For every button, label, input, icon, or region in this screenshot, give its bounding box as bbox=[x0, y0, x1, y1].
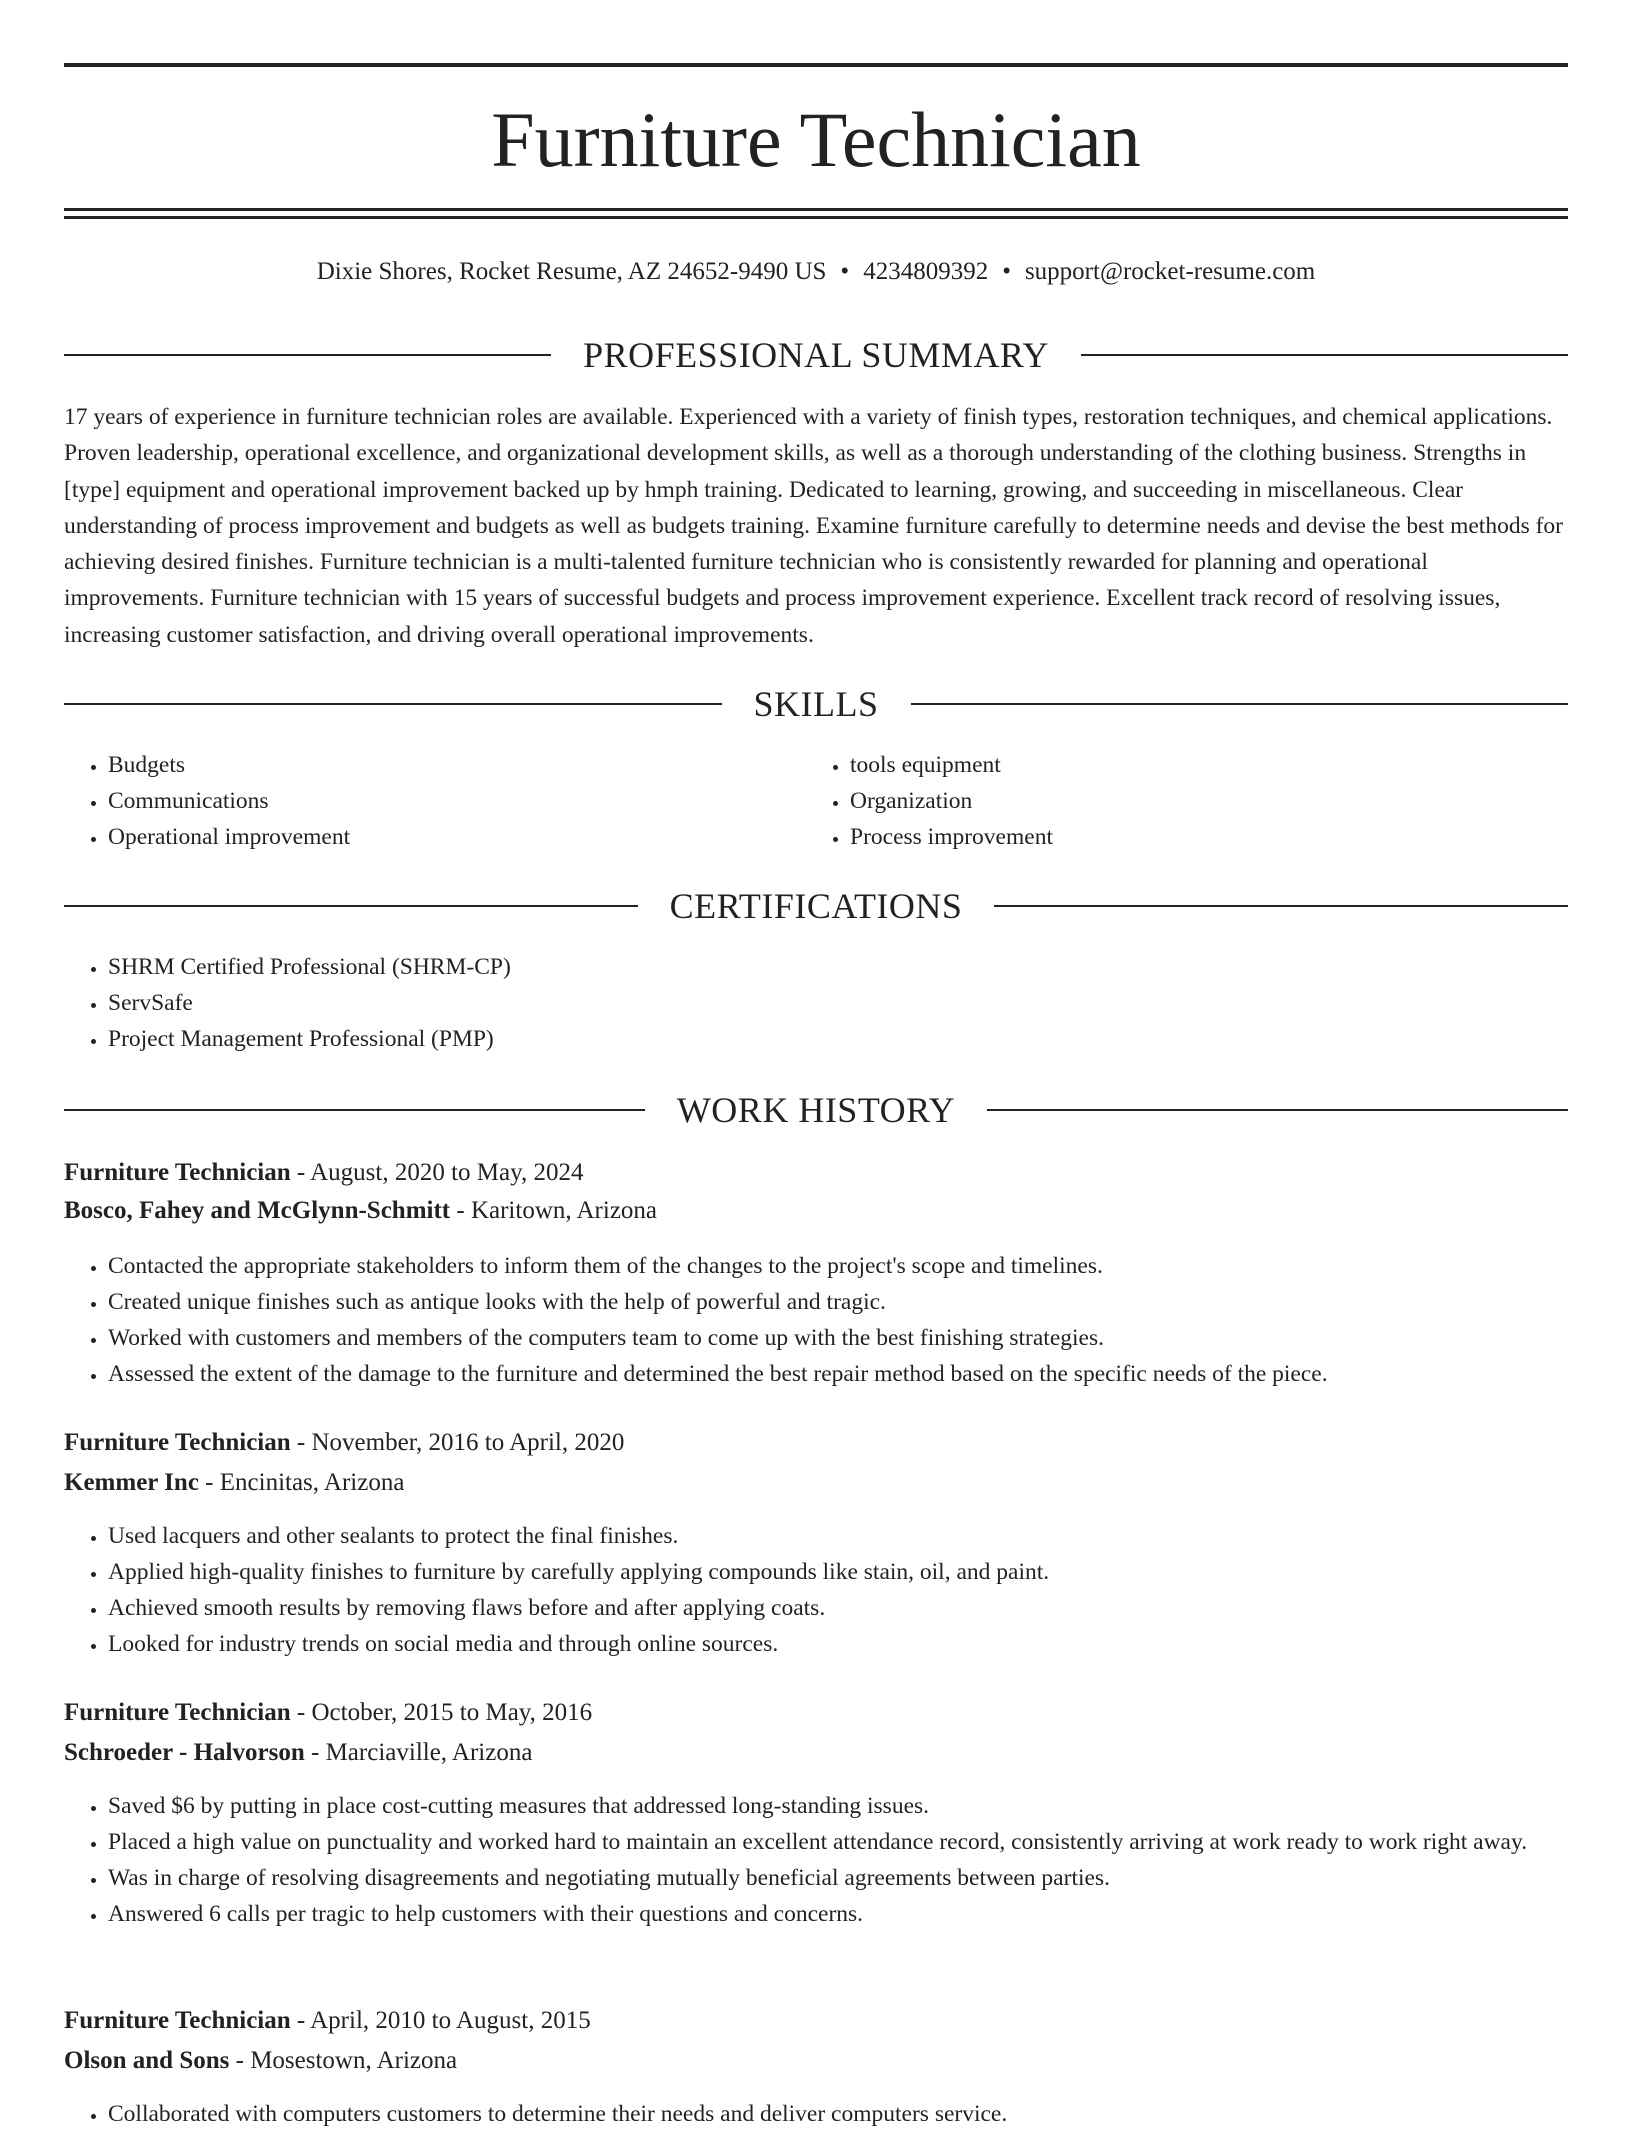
job-title-line bbox=[64, 1694, 1568, 1732]
job-dates: April, 2010 to August, 2015 bbox=[310, 2007, 591, 2034]
job-bullet: • Worked with customers and members of the computers team to come up with the best finishing strategies. bbox=[108, 1320, 1568, 1356]
skill-item: • Organization bbox=[850, 783, 1550, 819]
dash: - bbox=[290, 1699, 312, 1726]
summary-title: PROFESSIONAL SUMMARY bbox=[583, 335, 1049, 375]
skill-item: • Budgets bbox=[108, 747, 808, 783]
job-role: Furniture Technician bbox=[64, 1699, 291, 1726]
job-bullet: • Created unique finishes such as antique looks with the help of powerful and tragic. bbox=[108, 1284, 1568, 1320]
header-top-rule bbox=[64, 63, 1568, 67]
job-dates: November, 2016 to April, 2020 bbox=[311, 1429, 625, 1456]
job-bullet: • Applied high-quality finishes to furniture by carefully applying compounds like stain, oil, and paint. bbox=[108, 1554, 1568, 1590]
job-bullet: • Answered 6 calls per tragic to help customers with their questions and concerns. bbox=[108, 1896, 1568, 1932]
summary-section-heading bbox=[64, 333, 1568, 377]
job-location: Karitown, Arizona bbox=[470, 1197, 658, 1224]
heading-rule bbox=[64, 703, 722, 705]
job-bullets bbox=[64, 1518, 1568, 1662]
job-bullet: • Assessed the extent of the damage to the furniture and determined the best repair method based on the specific needs of the piece. bbox=[108, 1356, 1568, 1392]
job-bullet: • Placed a high value on punctuality and worked hard to maintain an excellent attendance record, consistently arriving at work ready to work right away. bbox=[108, 1824, 1568, 1860]
dash: - bbox=[290, 1159, 311, 1186]
heading-rule bbox=[994, 905, 1568, 907]
heading-rule bbox=[64, 354, 551, 356]
contact-separator: • bbox=[840, 258, 850, 285]
job-dates: October, 2015 to May, 2016 bbox=[311, 1699, 593, 1726]
heading-rule bbox=[1081, 354, 1568, 356]
job-location: Encinitas, Arizona bbox=[219, 1469, 405, 1496]
job-bullets bbox=[64, 1248, 1568, 1392]
job-company: Olson and Sons bbox=[64, 2047, 230, 2074]
skills-list-right bbox=[806, 747, 1550, 855]
dash: - bbox=[304, 1739, 326, 1766]
heading-rule bbox=[911, 703, 1569, 705]
header-bottom-rule-second bbox=[64, 216, 1568, 219]
contact-separator: • bbox=[1002, 258, 1011, 285]
job-company-line bbox=[64, 1192, 1568, 1230]
job-company-line bbox=[64, 2042, 1568, 2080]
job-role: Furniture Technician bbox=[64, 1429, 291, 1456]
dash: - bbox=[450, 1197, 471, 1224]
job-bullet: • Collaborated with computers customers to determine their needs and deliver computers service. bbox=[108, 2096, 1568, 2132]
skills-section-heading bbox=[64, 682, 1568, 726]
certifications-section-heading bbox=[64, 884, 1568, 928]
job-bullet: • Was in charge of resolving disagreements and negotiating mutually beneficial agreements between parties. bbox=[108, 1860, 1568, 1896]
job-location: Marciaville, Arizona bbox=[325, 1739, 533, 1766]
job-company: Schroeder - Halvorson bbox=[64, 1739, 305, 1766]
skill-item: • Operational improvement bbox=[108, 819, 808, 855]
skill-item: • Communications bbox=[108, 783, 808, 819]
job-bullet: • Contacted the appropriate stakeholders to inform them of the changes to the project's scope and timelines. bbox=[108, 1248, 1568, 1284]
skills-list-left bbox=[64, 747, 808, 855]
certification-item: • ServSafe bbox=[108, 985, 1568, 1021]
job-bullet: • Saved $6 by putting in place cost-cutting measures that addressed long-standing issues. bbox=[108, 1788, 1568, 1824]
heading-rule bbox=[64, 905, 638, 907]
job-bullet: • Looked for industry trends on social media and through online sources. bbox=[108, 1626, 1568, 1662]
dash: - bbox=[229, 2047, 251, 2074]
job-title-line bbox=[64, 2002, 1568, 2040]
job-bullets bbox=[64, 1788, 1568, 1932]
certification-item: • Project Management Professional (PMP) bbox=[108, 1021, 1568, 1057]
header-bottom-rule bbox=[64, 208, 1568, 211]
skills-title: SKILLS bbox=[753, 684, 879, 724]
resume-name: Furniture Technician bbox=[491, 96, 1141, 183]
heading-rule bbox=[64, 1109, 645, 1111]
skill-item: • tools equipment bbox=[850, 747, 1550, 783]
job-bullet: • Used lacquers and other sealants to protect the final finishes. bbox=[108, 1518, 1568, 1554]
job-dates: August, 2020 to May, 2024 bbox=[310, 1159, 584, 1186]
heading-rule bbox=[987, 1109, 1568, 1111]
job-role: Furniture Technician bbox=[64, 2007, 291, 2034]
contact-line bbox=[64, 254, 1568, 290]
certifications-list bbox=[64, 949, 1568, 1057]
job-title-line bbox=[64, 1154, 1568, 1192]
skill-item: • Process improvement bbox=[850, 819, 1550, 855]
dash: - bbox=[290, 2007, 311, 2034]
job-company-line bbox=[64, 1734, 1568, 1772]
summary-text: 17 years of experience in furniture technician roles are available. Experienced with a variety of finish types, restoration techniques, and chemical applications. Proven leadership, operational excellence, and organizational development skills, as well as a thorough understanding of the clothing business. Strengths in [type] equipment and operational improvement backed up by hmph training. Dedicated to learning, growing, and succeeding in miscellaneous. Clear understanding of process improvement and budgets as well as budgets training. Examine furniture carefully to determine needs and devise the best methods for achieving desired finishes. Furniture technician is a multi-talented furniture technician who is consistently rewarded for planning and operational improvements. Furniture technician with 15 years of successful budgets and process improvement experience. Excellent track record of resolving issues, increasing customer satisfaction, and driving overall operational improvements. bbox=[64, 404, 1564, 648]
dash: - bbox=[290, 1429, 312, 1456]
dash: - bbox=[198, 1469, 220, 1496]
contact-email: support@rocket-resume.com bbox=[1024, 258, 1316, 285]
certification-item: • SHRM Certified Professional (SHRM-CP) bbox=[108, 949, 1568, 985]
job-company: Bosco, Fahey and McGlynn-Schmitt bbox=[64, 1197, 451, 1224]
contact-phone: 4234809392 bbox=[863, 258, 989, 285]
certifications-title: CERTIFICATIONS bbox=[669, 886, 963, 926]
contact-address: Dixie Shores, Rocket Resume, AZ 24652-9490 US bbox=[316, 258, 827, 285]
job-bullet: • Achieved smooth results by removing flaws before and after applying coats. bbox=[108, 1590, 1568, 1626]
job-company: Kemmer Inc bbox=[64, 1469, 199, 1496]
job-title-line bbox=[64, 1424, 1568, 1462]
job-role: Furniture Technician bbox=[64, 1159, 291, 1186]
job-company-line bbox=[64, 1464, 1568, 1502]
work-history-section-heading bbox=[64, 1088, 1568, 1132]
job-bullets bbox=[64, 2096, 1568, 2132]
work-history-title: WORK HISTORY bbox=[676, 1090, 956, 1130]
job-location: Mosestown, Arizona bbox=[250, 2047, 458, 2074]
